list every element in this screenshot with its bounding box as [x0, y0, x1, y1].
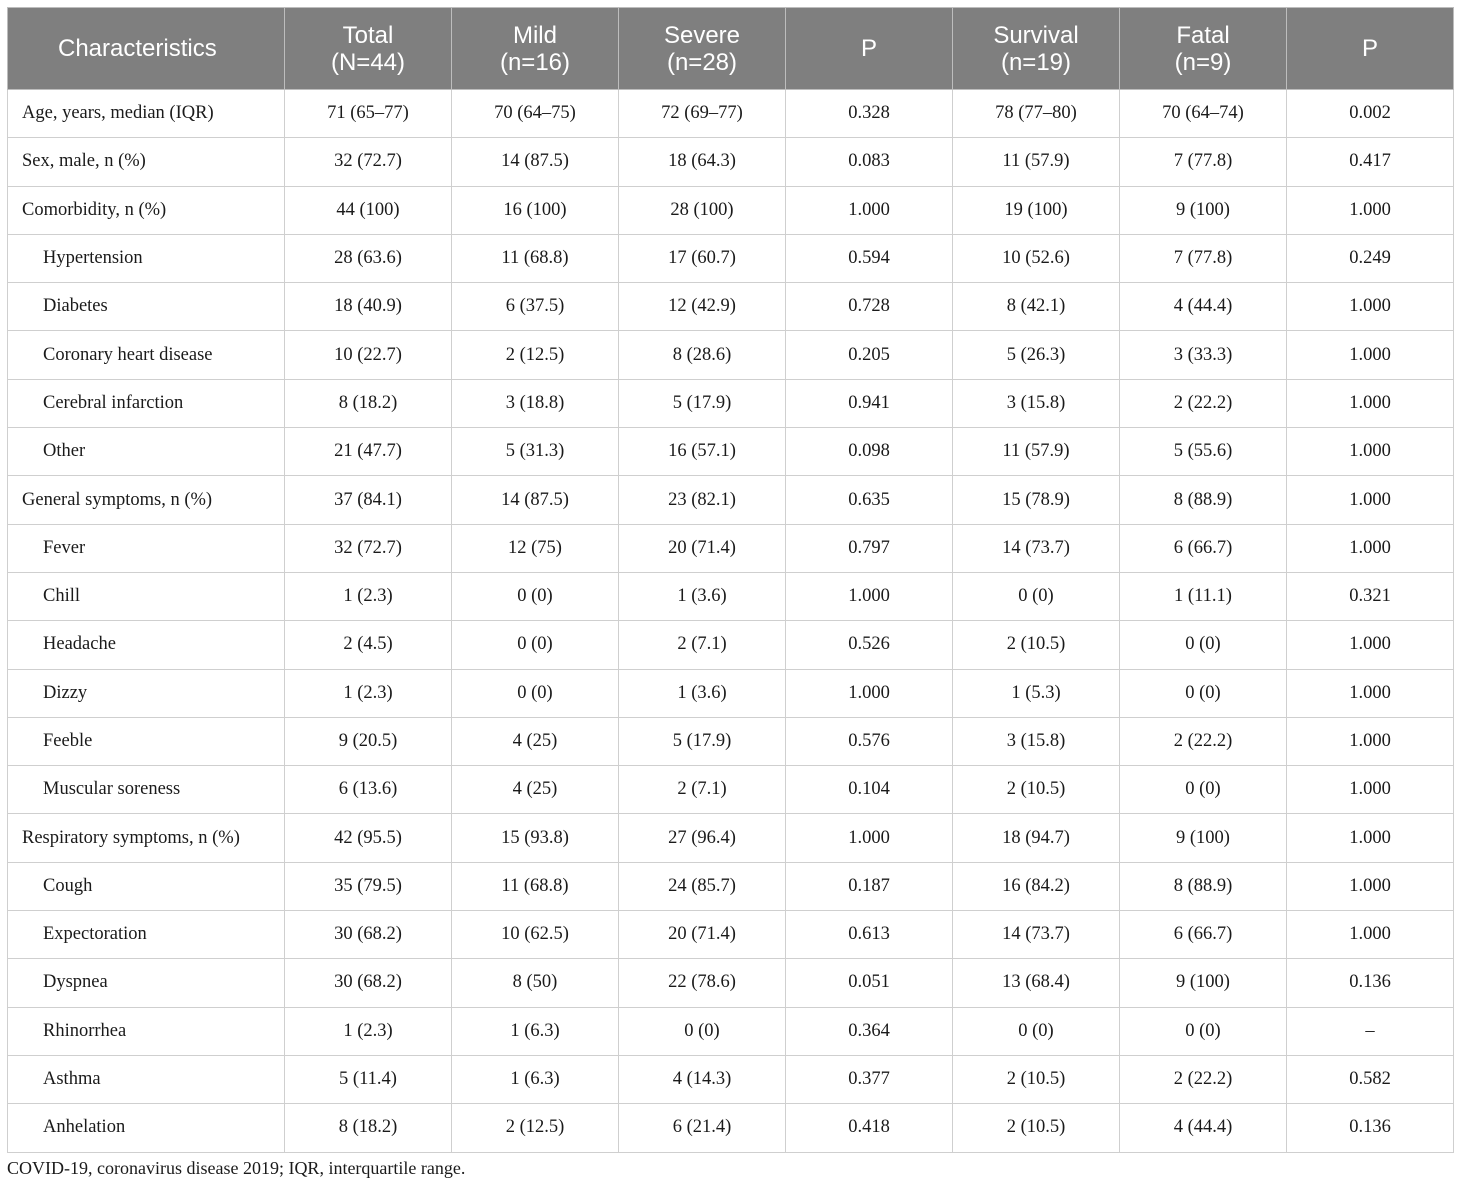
- column-header: [1120, 8, 1287, 90]
- table-cell: 32 (72.7): [285, 524, 452, 572]
- table-cell: 0.797: [786, 524, 953, 572]
- table-cell: 0.002: [1287, 90, 1454, 138]
- table-cell: 44 (100): [285, 186, 452, 234]
- table-cell: 35 (79.5): [285, 862, 452, 910]
- table-cell: 12 (42.9): [619, 283, 786, 331]
- table-cell: 10 (62.5): [452, 911, 619, 959]
- table-cell: 1.000: [786, 669, 953, 717]
- table-cell: 15 (93.8): [452, 814, 619, 862]
- column-header-line: (n=9): [1174, 48, 1232, 76]
- table-cell: 3 (15.8): [953, 379, 1120, 427]
- table-cell: 0.728: [786, 283, 953, 331]
- table-cell: 0.594: [786, 234, 953, 282]
- table-cell: 1.000: [786, 186, 953, 234]
- column-header-line: Characteristics: [58, 35, 217, 62]
- table-cell: 1.000: [1287, 717, 1454, 765]
- table-cell: 0.051: [786, 959, 953, 1007]
- table-cell: 3 (15.8): [953, 717, 1120, 765]
- table-cell: 20 (71.4): [619, 911, 786, 959]
- table-cell: 32 (72.7): [285, 138, 452, 186]
- table-cell: 72 (69–77): [619, 90, 786, 138]
- table-row: [8, 814, 1454, 862]
- table-cell: 1.000: [1287, 379, 1454, 427]
- table-row: [8, 1104, 1454, 1152]
- table-cell: 1.000: [786, 572, 953, 620]
- column-header: [786, 8, 953, 90]
- table-cell: 1.000: [1287, 476, 1454, 524]
- table-cell: 20 (71.4): [619, 524, 786, 572]
- table-cell: 0.104: [786, 766, 953, 814]
- table-cell: 24 (85.7): [619, 862, 786, 910]
- row-label: Dyspnea: [8, 959, 285, 1007]
- table-cell: 9 (20.5): [285, 717, 452, 765]
- table-cell: 10 (52.6): [953, 234, 1120, 282]
- row-label: Respiratory symptoms, n (%): [8, 814, 285, 862]
- table-cell: 7 (77.8): [1120, 234, 1287, 282]
- table-cell: 14 (73.7): [953, 524, 1120, 572]
- table-cell: 0.418: [786, 1104, 953, 1152]
- table-cell: 0.613: [786, 911, 953, 959]
- characteristics-table: [7, 7, 1454, 1153]
- table-cell: 16 (100): [452, 186, 619, 234]
- table-footnote: COVID-19, coronavirus disease 2019; IQR, interquartile range.: [7, 1158, 466, 1178]
- table-cell: 22 (78.6): [619, 959, 786, 1007]
- table-cell: 14 (73.7): [953, 911, 1120, 959]
- table-cell: 2 (4.5): [285, 621, 452, 669]
- row-label: Feeble: [8, 717, 285, 765]
- table-cell: 71 (65–77): [285, 90, 452, 138]
- table-row: [8, 717, 1454, 765]
- row-label: Expectoration: [8, 911, 285, 959]
- row-label: Coronary heart disease: [8, 331, 285, 379]
- table-cell: 8 (88.9): [1120, 862, 1287, 910]
- table-cell: 1.000: [1287, 428, 1454, 476]
- table-cell: 1.000: [786, 814, 953, 862]
- table-cell: 9 (100): [1120, 186, 1287, 234]
- table-cell: 28 (63.6): [285, 234, 452, 282]
- table-cell: 6 (66.7): [1120, 911, 1287, 959]
- table-cell: 15 (78.9): [953, 476, 1120, 524]
- table-cell: 0 (0): [953, 572, 1120, 620]
- table-cell: 1.000: [1287, 186, 1454, 234]
- table-cell: 0.377: [786, 1055, 953, 1103]
- table-cell: 1.000: [1287, 669, 1454, 717]
- column-header-line: Survival: [993, 21, 1079, 49]
- table-cell: 18 (94.7): [953, 814, 1120, 862]
- table-cell: 9 (100): [1120, 959, 1287, 1007]
- row-label: Age, years, median (IQR): [8, 90, 285, 138]
- header-row: [8, 8, 1454, 90]
- table-cell: 10 (22.7): [285, 331, 452, 379]
- table-cell: 1 (3.6): [619, 572, 786, 620]
- table-cell: 6 (37.5): [452, 283, 619, 331]
- table-cell: 1 (6.3): [452, 1007, 619, 1055]
- table-row: [8, 572, 1454, 620]
- column-header-line: Severe: [663, 21, 741, 49]
- table-cell: 0.136: [1287, 1104, 1454, 1152]
- column-header: [953, 8, 1120, 90]
- table-cell: 1 (2.3): [285, 1007, 452, 1055]
- table-row: [8, 669, 1454, 717]
- table-cell: 4 (25): [452, 766, 619, 814]
- table-cell: 0.321: [1287, 572, 1454, 620]
- table-row: [8, 476, 1454, 524]
- table-cell: 8 (18.2): [285, 379, 452, 427]
- table-cell: 3 (18.8): [452, 379, 619, 427]
- table-cell: 0.205: [786, 331, 953, 379]
- row-label: Hypertension: [8, 234, 285, 282]
- row-label: Comorbidity, n (%): [8, 186, 285, 234]
- table-cell: 70 (64–75): [452, 90, 619, 138]
- table-cell: 5 (55.6): [1120, 428, 1287, 476]
- table-cell: 12 (75): [452, 524, 619, 572]
- table-cell: 23 (82.1): [619, 476, 786, 524]
- table-cell: 0.083: [786, 138, 953, 186]
- column-header-line: Total: [342, 21, 394, 49]
- table-cell: 0.582: [1287, 1055, 1454, 1103]
- table-cell: 30 (68.2): [285, 959, 452, 1007]
- table-cell: 1 (11.1): [1120, 572, 1287, 620]
- row-label: Dizzy: [8, 669, 285, 717]
- table-cell: 8 (28.6): [619, 331, 786, 379]
- table-cell: 3 (33.3): [1120, 331, 1287, 379]
- table-row: [8, 911, 1454, 959]
- table-cell: 19 (100): [953, 186, 1120, 234]
- table-cell: 27 (96.4): [619, 814, 786, 862]
- table-cell: 1.000: [1287, 862, 1454, 910]
- table-cell: 0.328: [786, 90, 953, 138]
- table-cell: 2 (7.1): [619, 621, 786, 669]
- table-cell: 8 (50): [452, 959, 619, 1007]
- table-cell: 0.526: [786, 621, 953, 669]
- table-cell: 5 (26.3): [953, 331, 1120, 379]
- table-cell: 2 (10.5): [953, 1104, 1120, 1152]
- table-cell: 42 (95.5): [285, 814, 452, 862]
- table-cell: 11 (68.8): [452, 862, 619, 910]
- table-row: [8, 331, 1454, 379]
- characteristics-table-container: [7, 7, 1453, 1153]
- table-cell: 16 (84.2): [953, 862, 1120, 910]
- table-cell: 5 (17.9): [619, 379, 786, 427]
- table-row: [8, 959, 1454, 1007]
- table-cell: 5 (31.3): [452, 428, 619, 476]
- column-header: [619, 8, 786, 90]
- table-cell: 8 (42.1): [953, 283, 1120, 331]
- table-cell: 21 (47.7): [285, 428, 452, 476]
- table-cell: 4 (44.4): [1120, 283, 1287, 331]
- table-cell: 6 (66.7): [1120, 524, 1287, 572]
- table-cell: 7 (77.8): [1120, 138, 1287, 186]
- table-cell: 1 (5.3): [953, 669, 1120, 717]
- row-label: Cough: [8, 862, 285, 910]
- table-cell: 2 (10.5): [953, 621, 1120, 669]
- table-cell: –: [1287, 1007, 1454, 1055]
- table-cell: 2 (10.5): [953, 766, 1120, 814]
- table-row: [8, 862, 1454, 910]
- row-label: Cerebral infarction: [8, 379, 285, 427]
- table-cell: 8 (18.2): [285, 1104, 452, 1152]
- table-cell: 30 (68.2): [285, 911, 452, 959]
- table-cell: 37 (84.1): [285, 476, 452, 524]
- table-cell: 0 (0): [452, 572, 619, 620]
- table-cell: 4 (44.4): [1120, 1104, 1287, 1152]
- table-cell: 0.098: [786, 428, 953, 476]
- table-row: [8, 524, 1454, 572]
- table-cell: 2 (12.5): [452, 1104, 619, 1152]
- table-cell: 78 (77–80): [953, 90, 1120, 138]
- table-cell: 0.576: [786, 717, 953, 765]
- table-row: [8, 621, 1454, 669]
- row-label: General symptoms, n (%): [8, 476, 285, 524]
- table-cell: 1 (2.3): [285, 669, 452, 717]
- table-cell: 0 (0): [619, 1007, 786, 1055]
- table-cell: 0.249: [1287, 234, 1454, 282]
- column-header-line: P: [860, 35, 877, 62]
- table-row: [8, 283, 1454, 331]
- table-row: [8, 1007, 1454, 1055]
- table-cell: 14 (87.5): [452, 138, 619, 186]
- table-cell: 11 (57.9): [953, 428, 1120, 476]
- table-row: [8, 186, 1454, 234]
- row-label: Chill: [8, 572, 285, 620]
- table-cell: 2 (22.2): [1120, 1055, 1287, 1103]
- table-cell: 0 (0): [953, 1007, 1120, 1055]
- table-body: [8, 90, 1454, 1153]
- table-cell: 0.635: [786, 476, 953, 524]
- table-cell: 1.000: [1287, 524, 1454, 572]
- table-cell: 1.000: [1287, 766, 1454, 814]
- column-header-line: (n=16): [499, 48, 571, 76]
- table-row: [8, 1055, 1454, 1103]
- table-cell: 14 (87.5): [452, 476, 619, 524]
- table-cell: 0.941: [786, 379, 953, 427]
- table-cell: 11 (68.8): [452, 234, 619, 282]
- row-label: Other: [8, 428, 285, 476]
- table-cell: 6 (13.6): [285, 766, 452, 814]
- table-cell: 5 (11.4): [285, 1055, 452, 1103]
- table-cell: 18 (40.9): [285, 283, 452, 331]
- table-cell: 0 (0): [1120, 1007, 1287, 1055]
- row-label: Asthma: [8, 1055, 285, 1103]
- table-cell: 0 (0): [1120, 669, 1287, 717]
- table-cell: 9 (100): [1120, 814, 1287, 862]
- row-label: Sex, male, n (%): [8, 138, 285, 186]
- table-cell: 17 (60.7): [619, 234, 786, 282]
- row-label: Diabetes: [8, 283, 285, 331]
- table-cell: 28 (100): [619, 186, 786, 234]
- column-header-characteristics: [8, 8, 285, 90]
- table-cell: 0 (0): [1120, 766, 1287, 814]
- table-cell: 1.000: [1287, 621, 1454, 669]
- table-cell: 0.364: [786, 1007, 953, 1055]
- table-cell: 2 (12.5): [452, 331, 619, 379]
- table-cell: 4 (25): [452, 717, 619, 765]
- table-cell: 1.000: [1287, 283, 1454, 331]
- column-header-line: Mild: [512, 21, 557, 49]
- table-row: [8, 766, 1454, 814]
- column-header-line: P: [1361, 35, 1378, 62]
- column-header-line: Fatal: [1176, 21, 1230, 49]
- table-cell: 0 (0): [1120, 621, 1287, 669]
- table-cell: 0.417: [1287, 138, 1454, 186]
- column-header: [285, 8, 452, 90]
- table-cell: 8 (88.9): [1120, 476, 1287, 524]
- column-header-line: (n=19): [1000, 48, 1072, 76]
- table-row: [8, 428, 1454, 476]
- table-cell: 1 (3.6): [619, 669, 786, 717]
- table-row: [8, 90, 1454, 138]
- column-header: [452, 8, 619, 90]
- row-label: Rhinorrhea: [8, 1007, 285, 1055]
- table-cell: 0 (0): [452, 669, 619, 717]
- table-cell: 4 (14.3): [619, 1055, 786, 1103]
- table-cell: 1.000: [1287, 331, 1454, 379]
- row-label: Muscular soreness: [8, 766, 285, 814]
- table-cell: 16 (57.1): [619, 428, 786, 476]
- column-header: [1287, 8, 1454, 90]
- table-cell: 18 (64.3): [619, 138, 786, 186]
- table-cell: 2 (7.1): [619, 766, 786, 814]
- table-cell: 2 (10.5): [953, 1055, 1120, 1103]
- table-cell: 2 (22.2): [1120, 717, 1287, 765]
- row-label: Headache: [8, 621, 285, 669]
- row-label: Anhelation: [8, 1104, 285, 1152]
- table-cell: 0 (0): [452, 621, 619, 669]
- table-cell: 13 (68.4): [953, 959, 1120, 1007]
- table-cell: 1.000: [1287, 911, 1454, 959]
- column-header-line: (n=28): [666, 48, 738, 76]
- table-cell: 70 (64–74): [1120, 90, 1287, 138]
- table-cell: 6 (21.4): [619, 1104, 786, 1152]
- table-header: [8, 8, 1454, 90]
- table-cell: 11 (57.9): [953, 138, 1120, 186]
- table-cell: 1.000: [1287, 814, 1454, 862]
- table-row: [8, 138, 1454, 186]
- table-row: [8, 379, 1454, 427]
- table-cell: 0.136: [1287, 959, 1454, 1007]
- table-cell: 0.187: [786, 862, 953, 910]
- table-cell: 2 (22.2): [1120, 379, 1287, 427]
- table-cell: 5 (17.9): [619, 717, 786, 765]
- table-cell: 1 (2.3): [285, 572, 452, 620]
- table-cell: 1 (6.3): [452, 1055, 619, 1103]
- column-header-line: (N=44): [330, 48, 406, 76]
- row-label: Fever: [8, 524, 285, 572]
- table-row: [8, 234, 1454, 282]
